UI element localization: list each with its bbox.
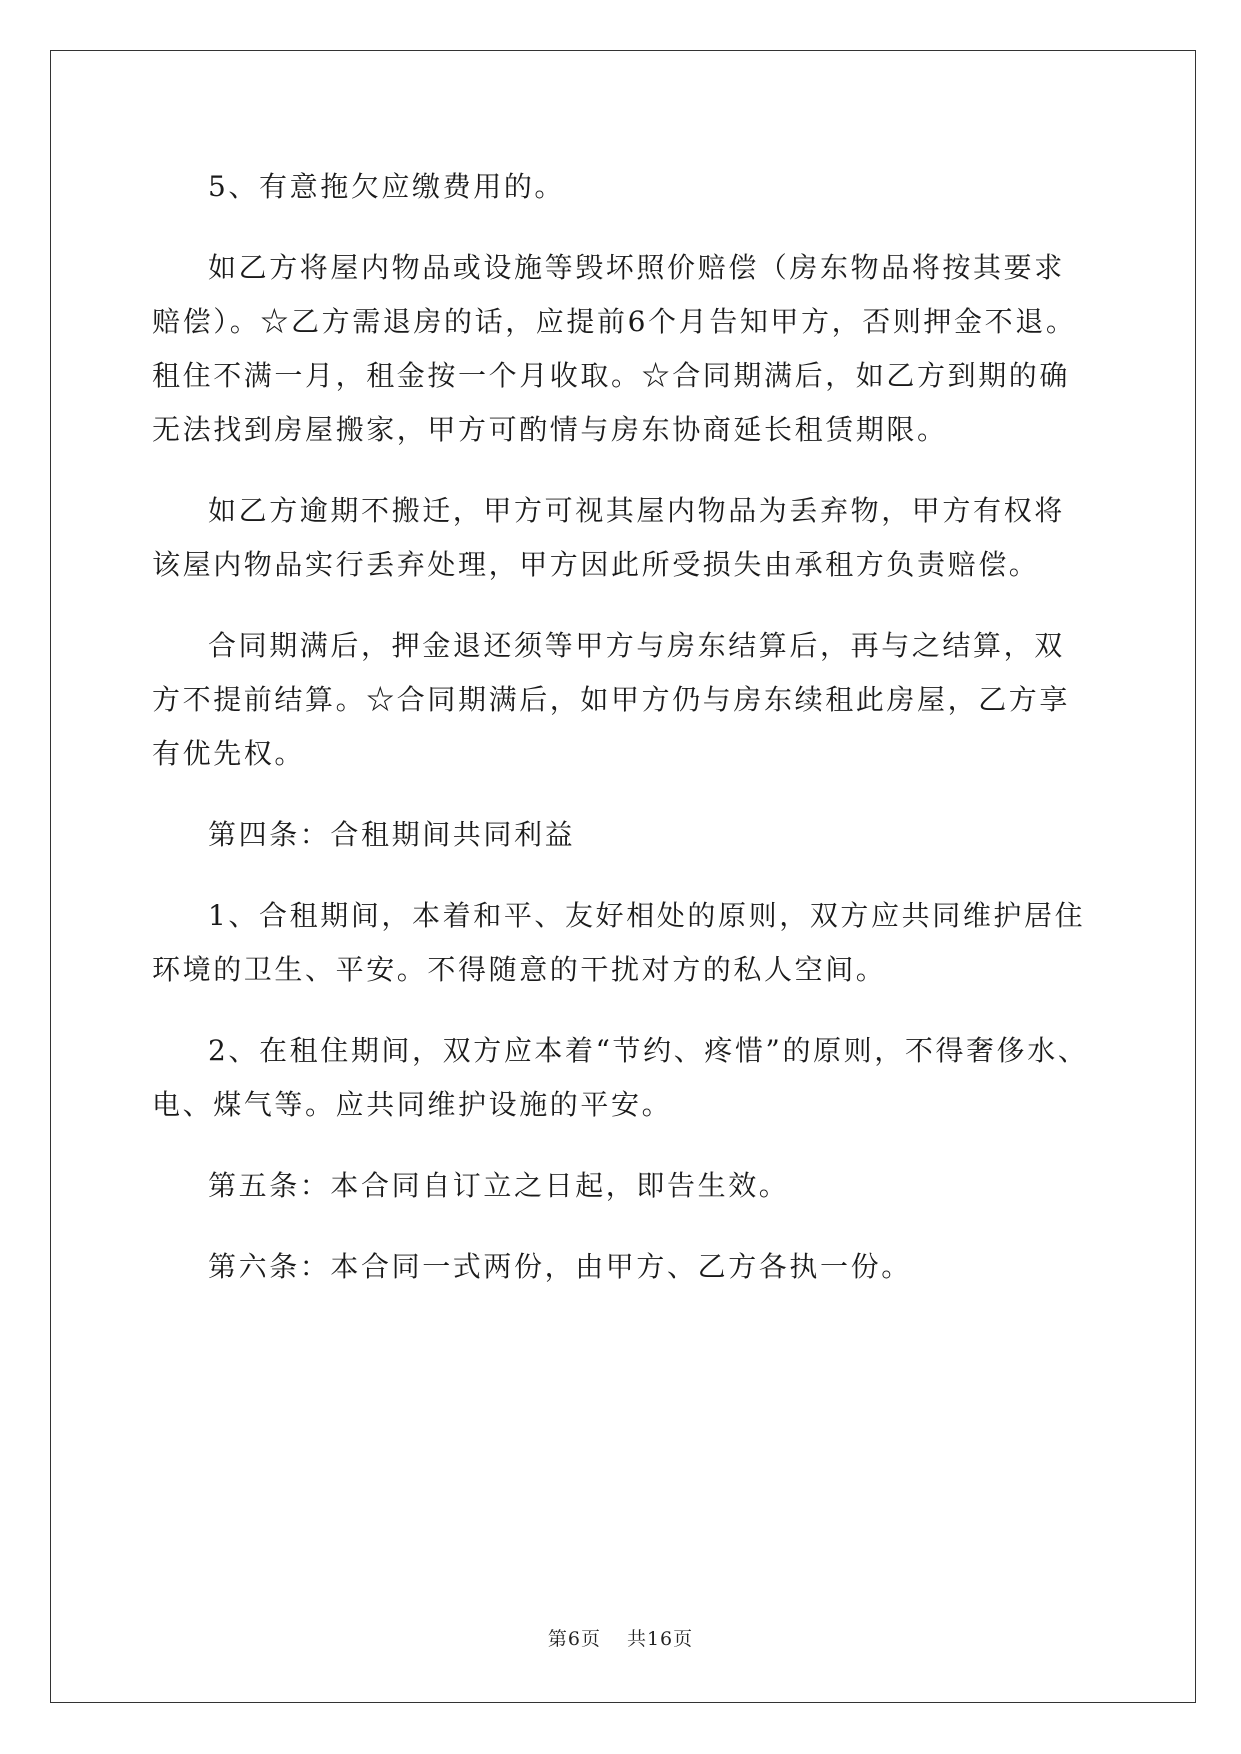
article-five: [152, 1159, 1092, 1213]
text-line: 第五条：本合同自订立之日起，即告生效。: [208, 1169, 790, 1202]
text-line: 如乙方将屋内物品或设施等毁坏照价赔偿（房东物品将按其要求: [208, 251, 1065, 284]
paragraph-item-1: [152, 889, 1092, 997]
text-line: 该屋内物品实行丢弃处理，甲方因此所受损失由承租方负责赔偿。: [152, 548, 1040, 581]
text-line: 有优先权。: [152, 737, 306, 770]
text-line: 电、煤气等。应共同维护设施的平安。: [152, 1088, 673, 1121]
text-line: 租住不满一月，租金按一个月收取。☆合同期满后，如乙方到期的确: [152, 359, 1071, 392]
text-line: 2、在租住期间，双方应本着“节约、疼惜”的原则，不得奢侈水、: [208, 1034, 1089, 1067]
text-line: 如乙方逾期不搬迁，甲方可视其屋内物品为丢弃物，甲方有权将: [208, 494, 1065, 527]
document-body: [152, 160, 1092, 1321]
paragraph-item-5: [152, 160, 1092, 214]
text-line: 无法找到房屋搬家，甲方可酌情与房东协商延长租赁期限。: [152, 413, 948, 446]
text-line: 第四条：合租期间共同利益: [208, 818, 576, 851]
text-line: 合同期满后，押金退还须等甲方与房东结算后，再与之结算，双: [208, 629, 1065, 662]
text-line: 方不提前结算。☆合同期满后，如甲方仍与房东续租此房屋，乙方享: [152, 683, 1071, 716]
paragraph-item-2: [152, 1024, 1092, 1132]
text-line: 第六条：本合同一式两份，由甲方、乙方各执一份。: [208, 1250, 912, 1283]
page-number: 第6页: [547, 1628, 601, 1650]
text-line: 环境的卫生、平安。不得随意的干扰对方的私人空间。: [152, 953, 887, 986]
article-six: [152, 1240, 1092, 1294]
paragraph-damage-compensation: [152, 241, 1092, 457]
paragraph-overdue-move: [152, 484, 1092, 592]
text-line: 赔偿）。☆乙方需退房的话，应提前6个月告知甲方，否则押金不退。: [152, 305, 1077, 338]
paragraph-deposit-refund: [152, 619, 1092, 781]
text-line: 5、有意拖欠应缴费用的。: [208, 170, 566, 203]
text-line: 1、合租期间，本着和平、友好相处的原则，双方应共同维护居住: [208, 899, 1086, 932]
page-total: 共16页: [626, 1628, 694, 1650]
page-footer: [0, 1627, 1241, 1651]
article-four-heading: [152, 808, 1092, 862]
